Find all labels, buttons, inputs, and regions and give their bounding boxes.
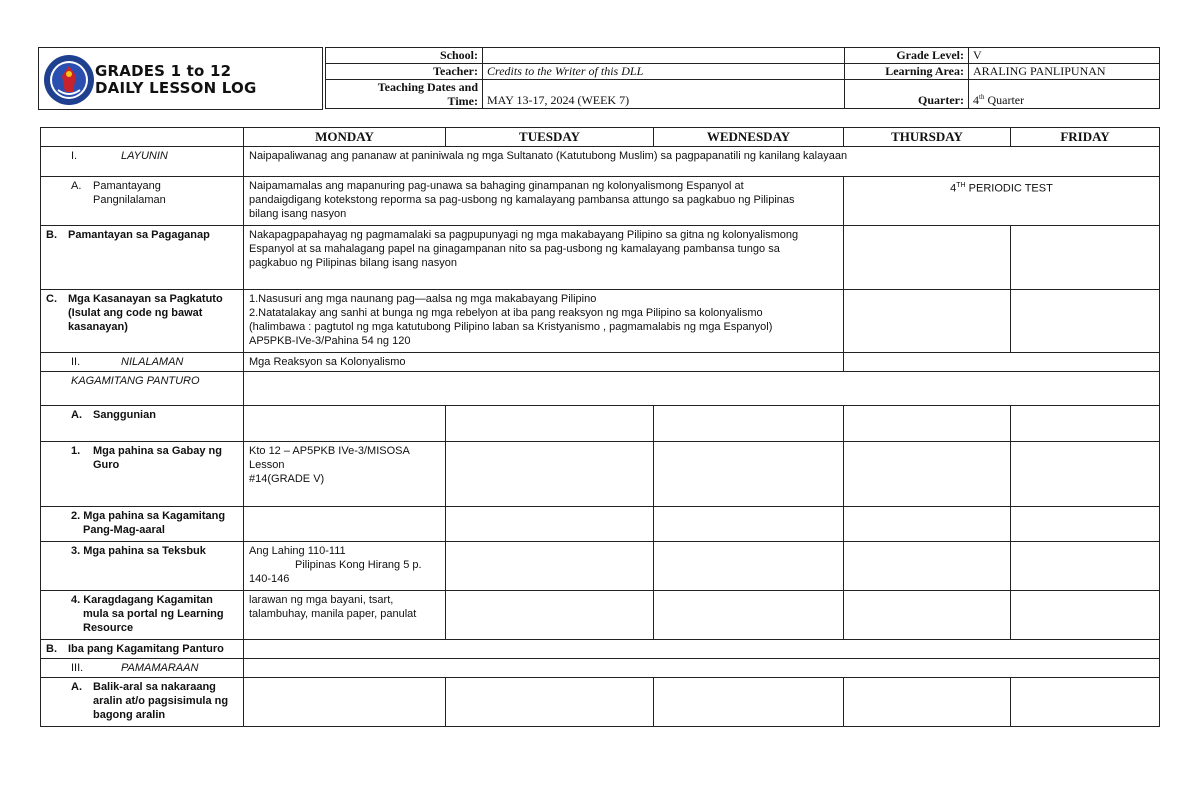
- pamantayang-pangnilalaman-line2: pandaigdigang kotekstong reporma sa pag-usbong ng kamalayang pambansa attungo sa pagkabuo ng Pilipinas: [249, 194, 795, 206]
- day-thursday: THURSDAY: [844, 128, 1011, 147]
- teaching-dates-label-line1: Teaching Dates and: [377, 80, 478, 94]
- periodic-test-number: 4: [950, 182, 957, 195]
- iba-pang-kagamitan-label-text: Iba pang Kagamitang Panturo: [68, 643, 224, 655]
- layunin-label: [41, 147, 244, 177]
- iba-pang-kagamitan-content: [244, 640, 1160, 659]
- kasanayan-line1: 1.Nasusuri ang mga naunang pag—aalsa ng mga makabayang Pilipino: [249, 293, 597, 305]
- sanggunian-label: [41, 406, 244, 442]
- kagamitang-pang-mag-aaral-monday: [244, 507, 446, 542]
- lesson-log-table: [40, 127, 1160, 727]
- row-pamantayan-sa-pagganap: [41, 226, 1160, 290]
- pamantayang-pangnilalaman-line3: bilang isang nasyon: [249, 208, 347, 220]
- balik-aral-tuesday: [446, 678, 654, 727]
- title-line-2: DAILY LESSON LOG: [95, 79, 257, 97]
- periodic-test-suffix: TH: [956, 182, 966, 189]
- balik-aral-wednesday: [654, 678, 844, 727]
- balik-aral-friday: [1011, 678, 1160, 727]
- kagamitang-pang-mag-aaral-thursday: [844, 507, 1011, 542]
- pamamaraan-num: III.: [71, 662, 84, 674]
- row-karagdagang-kagamitan: [41, 591, 1160, 640]
- row-kagamitang-pang-mag-aaral: [41, 507, 1160, 542]
- teaching-dates-label: [326, 80, 483, 109]
- pamantayan-sa-pagganap-thursday: [844, 226, 1011, 290]
- balik-aral-label-line1: Balik-aral sa nakaraang: [93, 681, 216, 693]
- balik-aral-monday: [244, 678, 446, 727]
- kasanayan-line4: AP5PKB-IVe-3/Pahina 54 ng 120: [249, 335, 411, 347]
- gabay-ng-guro-friday: [1011, 442, 1160, 507]
- quarter-word: Quarter: [984, 93, 1025, 107]
- row-iba-pang-kagamitan: [41, 640, 1160, 659]
- kasanayan-num: C.: [46, 293, 57, 305]
- pamantayang-pangnilalaman-label-line1: Pamantayang: [93, 180, 161, 192]
- row-kagamitang-panturo: [41, 372, 1160, 406]
- day-header-row: [41, 128, 1160, 147]
- quarter-label: Quarter:: [845, 80, 969, 109]
- karagdagang-kagamitan-label-line2: mula sa portal ng Learning: [83, 608, 224, 620]
- day-monday: MONDAY: [244, 128, 446, 147]
- gabay-ng-guro-line3: #14(GRADE V): [249, 473, 325, 485]
- gabay-ng-guro-tuesday: [446, 442, 654, 507]
- karagdagang-kagamitan-label: [41, 591, 244, 640]
- pamantayan-sa-pagganap-label-text: Pamantayan sa Pagaganap: [68, 229, 210, 241]
- karagdagang-kagamitan-line2: talambuhay, manila paper, panulat: [249, 608, 417, 620]
- kasanayan-thursday: [844, 290, 1011, 353]
- row-balik-aral: [41, 678, 1160, 727]
- row-sanggunian: [41, 406, 1160, 442]
- teksbuk-tuesday: [446, 542, 654, 591]
- gabay-ng-guro-label-line1: Mga pahina sa Gabay ng: [93, 445, 222, 457]
- gabay-ng-guro-wednesday: [654, 442, 844, 507]
- gabay-ng-guro-line2: Lesson: [249, 459, 285, 471]
- learning-area-value: ARALING PANLIPUNAN: [969, 64, 1160, 80]
- teksbuk-label: 3. Mga pahina sa Teksbuk: [41, 542, 244, 591]
- iba-pang-kagamitan-label: [41, 640, 244, 659]
- kasanayan-label-line1: Mga Kasanayan sa Pagkatuto: [68, 293, 223, 305]
- grade-level-value: V: [969, 48, 1160, 64]
- nilalaman-text: Mga Reaksyon sa Kolonyalismo: [244, 353, 844, 372]
- sanggunian-friday: [1011, 406, 1160, 442]
- corner-cell: [41, 128, 244, 147]
- pamantayang-pangnilalaman-line1: Naipamamalas ang mapanuring pag-unawa sa bahaging ginampanan ng kolonyalismong Espanyol at: [249, 180, 744, 192]
- gabay-ng-guro-label: [41, 442, 244, 507]
- teaching-dates-value: MAY 13-17, 2024 (WEEK 7): [483, 80, 845, 109]
- pamantayan-sa-pagganap-num: B.: [46, 229, 57, 241]
- row-gabay-ng-guro: [41, 442, 1160, 507]
- sanggunian-monday: [244, 406, 446, 442]
- pamantayan-sa-pagganap-line1: Nakapagpapahayag ng pagmamalaki sa pagpupunyagi ng mga makabayang Pilipino sa gitna ng kolonyalismong: [249, 229, 799, 241]
- gabay-ng-guro-monday: [244, 442, 446, 507]
- school-value: [483, 48, 845, 64]
- periodic-test-cell: [844, 177, 1160, 226]
- nilalaman-num: II.: [71, 356, 81, 368]
- teksbuk-line1: Ang Lahing 110-111: [249, 545, 346, 557]
- kasanayan-text: [244, 290, 844, 353]
- nilalaman-label-text: NILALAMAN: [121, 356, 184, 368]
- kasanayan-label-line2: (Isulat ang code ng bawat: [68, 307, 203, 319]
- kagamitang-pang-mag-aaral-label: [41, 507, 244, 542]
- row-teksbuk: [41, 542, 1160, 591]
- school-label: School:: [326, 48, 483, 64]
- kasanayan-label: [41, 290, 244, 353]
- kasanayan-line3: (halimbawa : pagtutol ng mga katutubong Pilipino laban sa Kristyanismo , pagmamalabis ng mga Espanyol): [249, 321, 773, 333]
- kasanayan-line2: 2.Natatalakay ang sanhi at bunga ng mga rebelyon at iba pang reaksyon ng mga Pilipino sa kolonyalismo: [249, 307, 763, 319]
- pamantayan-sa-pagganap-text: [244, 226, 844, 290]
- pamamaraan-label-text: PAMAMARAAN: [121, 662, 199, 674]
- row-nilalaman: [41, 353, 1160, 372]
- quarter-number: 4: [973, 93, 979, 107]
- teksbuk-line3: 140-146: [249, 573, 290, 585]
- row-layunin: [41, 147, 1160, 177]
- header-title-box: [38, 47, 323, 110]
- teksbuk-friday: [1011, 542, 1160, 591]
- pamantayang-pangnilalaman-text: [244, 177, 844, 226]
- karagdagang-kagamitan-monday: [244, 591, 446, 640]
- pamantayang-pangnilalaman-label-line2: Pangnilalaman: [93, 194, 166, 206]
- pamamaraan-label: [41, 659, 244, 678]
- teaching-dates-label-line2: Time:: [447, 94, 478, 108]
- layunin-text: Naipapaliwanag ang pananaw at paniniwala ng mga Sultanato (Katutubong Muslim) sa pagpapanatili ng kanilang kalayaan: [244, 147, 1160, 177]
- kagamitang-pang-mag-aaral-friday: [1011, 507, 1160, 542]
- pamantayang-pangnilalaman-label: [41, 177, 244, 226]
- nilalaman-thu-fri: [844, 353, 1160, 372]
- grade-level-label: Grade Level:: [845, 48, 969, 64]
- title-line-1: GRADES 1 to 12: [95, 62, 232, 80]
- nilalaman-label: [41, 353, 244, 372]
- kasanayan-label-line3: kasanayan): [68, 321, 128, 333]
- day-friday: FRIDAY: [1011, 128, 1160, 147]
- kagamitang-pang-mag-aaral-label-line2: Pang-Mag-aaral: [83, 524, 165, 536]
- sanggunian-tuesday: [446, 406, 654, 442]
- day-tuesday: TUESDAY: [446, 128, 654, 147]
- row-kasanayan: [41, 290, 1160, 353]
- karagdagang-kagamitan-thursday: [844, 591, 1011, 640]
- karagdagang-kagamitan-wednesday: [654, 591, 844, 640]
- karagdagang-kagamitan-label-line3: Resource: [83, 622, 134, 634]
- balik-aral-label-line2: aralin at/o pagsisimula ng: [93, 695, 229, 707]
- teksbuk-line2: Pilipinas Kong Hirang 5 p.: [295, 559, 422, 571]
- karagdagang-kagamitan-line1: larawan ng mga bayani, tsart,: [249, 594, 394, 606]
- karagdagang-kagamitan-friday: [1011, 591, 1160, 640]
- kagamitang-pang-mag-aaral-label-line1: 2. Mga pahina sa Kagamitang: [71, 510, 226, 522]
- sanggunian-wednesday: [654, 406, 844, 442]
- periodic-test-text: PERIODIC TEST: [965, 182, 1053, 195]
- layunin-label-text: LAYUNIN: [121, 150, 168, 162]
- teksbuk-thursday: [844, 542, 1011, 591]
- sanggunian-label-text: Sanggunian: [93, 409, 156, 421]
- gabay-ng-guro-label-line2: Guro: [93, 459, 120, 471]
- gabay-ng-guro-thursday: [844, 442, 1011, 507]
- balik-aral-label-line3: bagong aralin: [93, 709, 166, 721]
- balik-aral-thursday: [844, 678, 1011, 727]
- learning-area-label: Learning Area:: [845, 64, 969, 80]
- row-pamantayang-pangnilalaman: [41, 177, 1160, 226]
- pamantayan-sa-pagganap-friday: [1011, 226, 1160, 290]
- pamantayan-sa-pagganap-label: [41, 226, 244, 290]
- iba-pang-kagamitan-num: B.: [46, 643, 57, 655]
- layunin-num: I.: [71, 150, 78, 162]
- karagdagang-kagamitan-tuesday: [446, 591, 654, 640]
- kagamitang-pang-mag-aaral-wednesday: [654, 507, 844, 542]
- sanggunian-num: A.: [71, 409, 82, 421]
- balik-aral-num: A.: [71, 681, 82, 693]
- deped-seal-icon: [43, 54, 95, 106]
- pamantayan-sa-pagganap-line2: Espanyol at sa mahalagang papel na ginagampanan nito sa pag-usbong ng kamalayang pambansa tungo sa: [249, 243, 780, 255]
- pamamaraan-content: [244, 659, 1160, 678]
- balik-aral-label: [41, 678, 244, 727]
- header-info-table: [325, 47, 1160, 109]
- kagamitang-panturo-label: KAGAMITANG PANTURO: [41, 372, 244, 406]
- teksbuk-monday: [244, 542, 446, 591]
- kagamitang-pang-mag-aaral-tuesday: [446, 507, 654, 542]
- document-title: [95, 63, 257, 97]
- kasanayan-friday: [1011, 290, 1160, 353]
- pamantayang-pangnilalaman-num: A.: [71, 180, 82, 192]
- teksbuk-wednesday: [654, 542, 844, 591]
- gabay-ng-guro-num: 1.: [71, 445, 81, 457]
- teacher-label: Teacher:: [326, 64, 483, 80]
- quarter-value: [969, 80, 1160, 109]
- teacher-value: Credits to the Writer of this DLL: [483, 64, 845, 80]
- gabay-ng-guro-line1: Kto 12 – AP5PKB IVe-3/MISOSA: [249, 445, 410, 457]
- quarter-suffix: th: [979, 93, 985, 101]
- sanggunian-thursday: [844, 406, 1011, 442]
- row-pamamaraan: [41, 659, 1160, 678]
- kagamitang-panturo-content: [244, 372, 1160, 406]
- pamantayan-sa-pagganap-line3: pagkabuo ng Pilipinas bilang isang nasyon: [249, 257, 457, 269]
- day-wednesday: WEDNESDAY: [654, 128, 844, 147]
- karagdagang-kagamitan-label-line1: 4. Karagdagang Kagamitan: [71, 594, 213, 606]
